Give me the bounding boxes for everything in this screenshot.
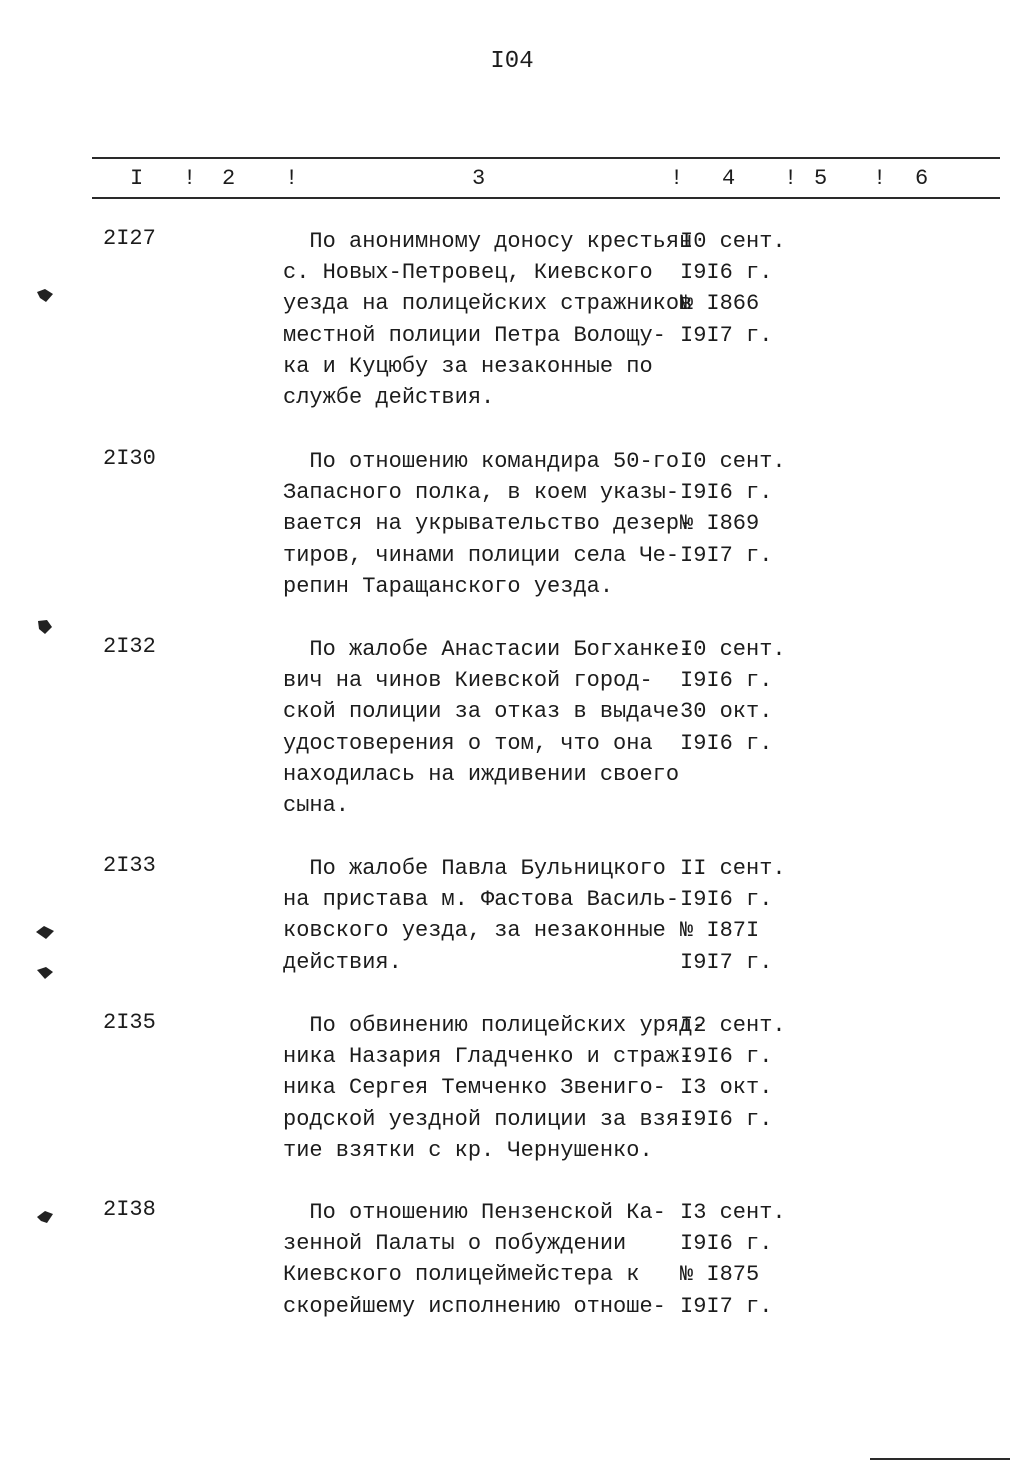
margin-mark-icon bbox=[34, 617, 56, 637]
record-dates bbox=[680, 446, 820, 571]
description-line: уезда на полицейских стражников bbox=[283, 291, 693, 317]
description-line: службе действия. bbox=[283, 385, 495, 411]
description-line: действия. bbox=[283, 949, 402, 975]
date-line: I9I7 г. bbox=[680, 322, 773, 348]
description-line: ника Сергея Темченко Звениго- bbox=[283, 1075, 666, 1101]
description-line: скорейшему исполнению отноше- bbox=[283, 1293, 666, 1319]
header-sep2: ! bbox=[285, 166, 299, 191]
description-line: По отношению командира 50-го bbox=[283, 449, 680, 474]
description-line: вается на укрывательство дезер- bbox=[283, 511, 693, 537]
header-col6: 6 bbox=[915, 166, 929, 191]
margin-mark-icon bbox=[34, 1207, 56, 1227]
date-line: II сент. bbox=[680, 856, 786, 881]
record-description bbox=[283, 446, 693, 602]
date-line: I3 сент. bbox=[680, 1200, 786, 1225]
margin-mark-icon bbox=[34, 286, 56, 306]
record-description bbox=[283, 634, 693, 821]
description-line: с. Новых-Петровец, Киевского bbox=[283, 260, 653, 286]
date-line: I9I6 г. bbox=[680, 1044, 773, 1070]
record-number: 2I38 bbox=[103, 1197, 156, 1222]
date-line: I0 сент. bbox=[680, 229, 786, 254]
margin-mark-icon bbox=[34, 963, 56, 983]
date-line: I0 сент. bbox=[680, 637, 786, 662]
record-description bbox=[283, 1197, 683, 1322]
description-line: вич на чинов Киевской город- bbox=[283, 668, 653, 694]
margin-mark-icon bbox=[34, 923, 56, 943]
record-dates bbox=[680, 1010, 820, 1135]
date-line: № I869 bbox=[680, 511, 760, 537]
header-sep5: ! bbox=[873, 166, 887, 191]
page-number: I04 bbox=[490, 48, 534, 75]
date-line: I9I6 г. bbox=[680, 668, 773, 694]
record-description bbox=[283, 226, 693, 413]
header-col4: 4 bbox=[722, 166, 736, 191]
footer-rule bbox=[870, 1458, 1010, 1460]
description-line: тиров, чинами полиции села Че- bbox=[283, 542, 680, 568]
record-number: 2I32 bbox=[103, 634, 156, 659]
header-sep1: ! bbox=[183, 166, 197, 191]
record-description bbox=[283, 853, 683, 978]
description-line: ника Назария Гладченко и страж- bbox=[283, 1044, 693, 1070]
table-header-rule bbox=[92, 197, 1000, 199]
description-line: По жалобе Анастасии Богханке- bbox=[283, 637, 693, 662]
description-line: на пристава м. Фастова Василь- bbox=[283, 887, 680, 913]
date-line: I9I6 г. bbox=[680, 730, 773, 756]
date-line: I9I7 г. bbox=[680, 1293, 773, 1319]
description-line: родской уездной полиции за взя- bbox=[283, 1106, 693, 1132]
date-line: I9I6 г. bbox=[680, 1106, 773, 1132]
date-line: I9I6 г. bbox=[680, 480, 773, 506]
header-col5: 5 bbox=[814, 166, 828, 191]
record-dates bbox=[680, 1197, 820, 1322]
record-dates bbox=[680, 226, 820, 351]
date-line: I9I7 г. bbox=[680, 949, 773, 975]
header-col3: 3 bbox=[472, 166, 486, 191]
date-line: 30 окт. bbox=[680, 699, 773, 725]
date-line: I2 сент. bbox=[680, 1013, 786, 1038]
description-line: зенной Палаты о побуждении bbox=[283, 1231, 627, 1257]
date-line: № I875 bbox=[680, 1262, 760, 1288]
date-line: № I87I bbox=[680, 918, 760, 944]
description-line: тие взятки с кр. Чернушенко. bbox=[283, 1137, 653, 1163]
header-sep3: ! bbox=[670, 166, 684, 191]
date-line: I9I6 г. bbox=[680, 1231, 773, 1257]
record-number: 2I33 bbox=[103, 853, 156, 878]
record-number: 2I27 bbox=[103, 226, 156, 251]
description-line: удостоверения о том, что она bbox=[283, 730, 653, 756]
date-line: I9I6 г. bbox=[680, 260, 773, 286]
description-line: Киевского полицеймейстера к bbox=[283, 1262, 640, 1288]
header-sep4: ! bbox=[784, 166, 798, 191]
description-line: находилась на иждивении своего bbox=[283, 761, 680, 787]
date-line: I3 окт. bbox=[680, 1075, 773, 1101]
description-line: По жалобе Павла Бульницкого bbox=[283, 856, 666, 881]
date-line: № I866 bbox=[680, 291, 760, 317]
date-line: I9I7 г. bbox=[680, 542, 773, 568]
description-line: Запасного полка, в коем указы- bbox=[283, 480, 680, 506]
date-line: I9I6 г. bbox=[680, 887, 773, 913]
table-top-rule bbox=[92, 157, 1000, 159]
date-line: I0 сент. bbox=[680, 449, 786, 474]
description-line: По отношению Пензенской Ка- bbox=[283, 1200, 666, 1225]
header-col2: 2 bbox=[222, 166, 236, 191]
description-line: ской полиции за отказ в выдаче bbox=[283, 699, 680, 725]
description-line: местной полиции Петра Волощу- bbox=[283, 322, 666, 348]
record-dates bbox=[680, 634, 820, 759]
record-description bbox=[283, 1010, 706, 1166]
header-col1: I bbox=[130, 166, 144, 191]
description-line: репин Таращанского уезда. bbox=[283, 573, 614, 599]
record-number: 2I35 bbox=[103, 1010, 156, 1035]
description-line: По обвинению полицейских уряд- bbox=[283, 1013, 706, 1038]
description-line: сына. bbox=[283, 793, 350, 819]
record-dates bbox=[680, 853, 820, 978]
description-line: По анонимному доносу крестьян bbox=[283, 229, 693, 254]
record-number: 2I30 bbox=[103, 446, 156, 471]
description-line: ковского уезда, за незаконные bbox=[283, 918, 666, 944]
description-line: ка и Куцюбу за незаконные по bbox=[283, 353, 653, 379]
